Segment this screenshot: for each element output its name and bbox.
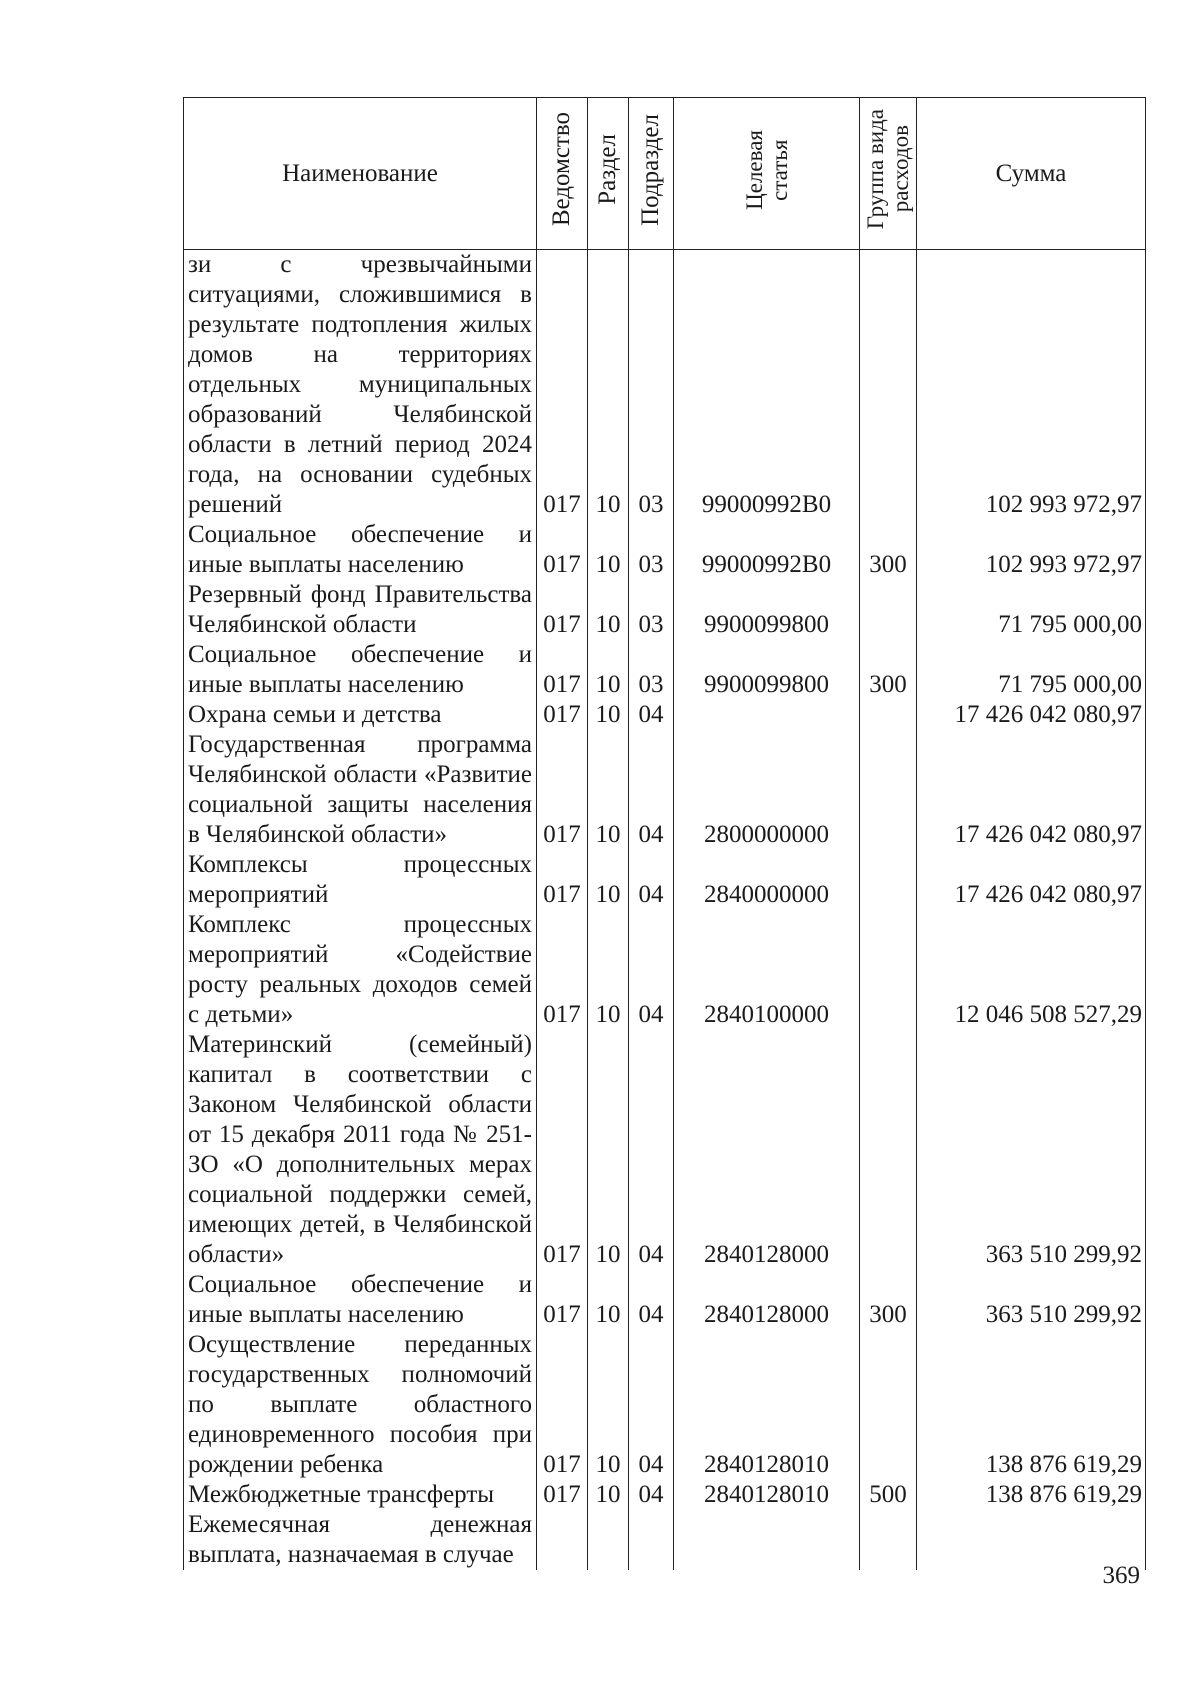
row-group bbox=[860, 250, 917, 521]
header-group-line1: Группа вида bbox=[863, 109, 888, 230]
page-number: 369 bbox=[1102, 1562, 1140, 1589]
header-group-line2: расходов bbox=[888, 125, 913, 214]
row-subsection: 04 bbox=[629, 730, 674, 850]
row-section: 10 bbox=[588, 250, 629, 521]
row-group bbox=[860, 1030, 917, 1270]
table-row bbox=[184, 910, 1146, 1030]
table-row bbox=[184, 580, 1146, 640]
row-sum: 17 426 042 080,97 bbox=[917, 730, 1146, 850]
header-group bbox=[860, 98, 917, 250]
row-department: 017 bbox=[537, 580, 588, 640]
row-section bbox=[588, 1510, 629, 1570]
table-row bbox=[184, 700, 1146, 730]
row-target: 9900099800 bbox=[674, 640, 860, 700]
row-group bbox=[860, 910, 917, 1030]
row-department: 017 bbox=[537, 1330, 588, 1480]
row-name: Материнский (семейный) капитал в соответствии с Законом Челябинской области от 15 декабря 2011 года № 251-ЗО «О дополнительных мерах социальной поддержки семей, имеющих детей, в Челябинской области» bbox=[184, 1030, 537, 1270]
row-target: 99000992В0 bbox=[674, 250, 860, 521]
row-name: Социальное обеспечение и иные выплаты населению bbox=[184, 640, 537, 700]
row-department: 017 bbox=[537, 1480, 588, 1510]
row-sum: 12 046 508 527,29 bbox=[917, 910, 1146, 1030]
row-name: зи с чрезвычайными ситуациями, сложившимися в результате подтопления жилых домов на территориях отдельных муниципальных образований Челябинской области в летний период 2024 года, на основании судебных решений bbox=[184, 250, 537, 521]
row-sum: 363 510 299,92 bbox=[917, 1030, 1146, 1270]
row-section: 10 bbox=[588, 730, 629, 850]
row-sum: 71 795 000,00 bbox=[917, 640, 1146, 700]
row-sum: 71 795 000,00 bbox=[917, 580, 1146, 640]
header-name bbox=[184, 98, 537, 250]
row-name: Осуществление переданных государственных полномочий по выплате областного единовременного пособия при рождении ребенка bbox=[184, 1330, 537, 1480]
table-row bbox=[184, 250, 1146, 521]
row-group: 300 bbox=[860, 1270, 917, 1330]
row-sum: 102 993 972,97 bbox=[917, 250, 1146, 521]
row-section: 10 bbox=[588, 910, 629, 1030]
row-section: 10 bbox=[588, 1270, 629, 1330]
table-row bbox=[184, 730, 1146, 850]
row-target: 2840100000 bbox=[674, 910, 860, 1030]
row-name: Ежемесячная денежная выплата, назначаемая в случае bbox=[184, 1510, 537, 1570]
row-subsection: 04 bbox=[629, 910, 674, 1030]
table-row bbox=[184, 640, 1146, 700]
row-subsection: 04 bbox=[629, 700, 674, 730]
table-row bbox=[184, 520, 1146, 580]
row-sum: 102 993 972,97 bbox=[917, 520, 1146, 580]
row-group bbox=[860, 850, 917, 910]
row-subsection: 03 bbox=[629, 520, 674, 580]
row-department: 017 bbox=[537, 640, 588, 700]
table-row bbox=[184, 1030, 1146, 1270]
row-target: 9900099800 bbox=[674, 580, 860, 640]
row-group bbox=[860, 1510, 917, 1570]
row-department: 017 bbox=[537, 910, 588, 1030]
table-header bbox=[184, 98, 1146, 250]
row-name: Резервный фонд Правительства Челябинской области bbox=[184, 580, 537, 640]
header-target-line2: статья bbox=[766, 138, 792, 201]
row-subsection: 03 bbox=[629, 580, 674, 640]
row-target: 99000992В0 bbox=[674, 520, 860, 580]
row-subsection: 04 bbox=[629, 850, 674, 910]
header-subsection bbox=[629, 98, 674, 250]
row-sum: 17 426 042 080,97 bbox=[917, 700, 1146, 730]
row-subsection bbox=[629, 1510, 674, 1570]
row-target bbox=[674, 700, 860, 730]
row-name: Комплекс процессных мероприятий «Содействие росту реальных доходов семей с детьми» bbox=[184, 910, 537, 1030]
header-department bbox=[537, 98, 588, 250]
row-sum: 363 510 299,92 bbox=[917, 1270, 1146, 1330]
row-group: 300 bbox=[860, 520, 917, 580]
row-department: 017 bbox=[537, 1270, 588, 1330]
header-sum-label: Сумма bbox=[995, 159, 1067, 187]
header-section-label: Раздел bbox=[594, 134, 621, 205]
table-row bbox=[184, 850, 1146, 910]
row-section: 10 bbox=[588, 850, 629, 910]
header-sum bbox=[917, 98, 1146, 250]
row-subsection: 03 bbox=[629, 640, 674, 700]
row-section: 10 bbox=[588, 580, 629, 640]
row-name: Охрана семьи и детства bbox=[184, 700, 537, 730]
row-section: 10 bbox=[588, 700, 629, 730]
row-target: 2840128010 bbox=[674, 1330, 860, 1480]
row-department: 017 bbox=[537, 700, 588, 730]
row-subsection: 03 bbox=[629, 250, 674, 521]
header-department-label: Ведомство bbox=[548, 112, 575, 227]
table-row bbox=[184, 1270, 1146, 1330]
row-target: 2840000000 bbox=[674, 850, 860, 910]
row-group bbox=[860, 580, 917, 640]
row-sum: 138 876 619,29 bbox=[917, 1330, 1146, 1480]
row-department: 017 bbox=[537, 850, 588, 910]
row-department: 017 bbox=[537, 250, 588, 521]
budget-table bbox=[183, 97, 1146, 1570]
row-group bbox=[860, 1330, 917, 1480]
row-department: 017 bbox=[537, 1030, 588, 1270]
row-sum: 17 426 042 080,97 bbox=[917, 850, 1146, 910]
row-sum: 138 876 619,29 bbox=[917, 1480, 1146, 1510]
row-target: 2840128000 bbox=[674, 1030, 860, 1270]
row-section: 10 bbox=[588, 1480, 629, 1510]
row-group: 300 bbox=[860, 640, 917, 700]
row-sum bbox=[917, 1510, 1146, 1570]
row-group bbox=[860, 730, 917, 850]
row-subsection: 04 bbox=[629, 1270, 674, 1330]
table-row bbox=[184, 1510, 1146, 1570]
row-target: 2840128000 bbox=[674, 1270, 860, 1330]
header-target-line1: Целевая bbox=[741, 129, 767, 210]
row-section: 10 bbox=[588, 520, 629, 580]
row-section: 10 bbox=[588, 640, 629, 700]
row-section: 10 bbox=[588, 1330, 629, 1480]
row-group: 500 bbox=[860, 1480, 917, 1510]
row-name: Государственная программа Челябинской области «Развитие социальной защиты населения в Челябинской области» bbox=[184, 730, 537, 850]
row-department bbox=[537, 1510, 588, 1570]
row-department: 017 bbox=[537, 730, 588, 850]
row-section: 10 bbox=[588, 1030, 629, 1270]
header-row bbox=[184, 98, 1146, 250]
table-body bbox=[184, 250, 1146, 1571]
header-group-label bbox=[863, 109, 913, 229]
row-name: Межбюджетные трансферты bbox=[184, 1480, 537, 1510]
row-group bbox=[860, 700, 917, 730]
row-target: 2840128010 bbox=[674, 1480, 860, 1510]
row-name: Комплексы процессных мероприятий bbox=[184, 850, 537, 910]
header-section bbox=[588, 98, 629, 250]
row-department: 017 bbox=[537, 520, 588, 580]
header-target bbox=[674, 98, 860, 250]
row-target: 2800000000 bbox=[674, 730, 860, 850]
row-target bbox=[674, 1510, 860, 1570]
row-subsection: 04 bbox=[629, 1480, 674, 1510]
header-name-label: Наименование bbox=[282, 159, 438, 187]
row-subsection: 04 bbox=[629, 1030, 674, 1270]
table-row bbox=[184, 1330, 1146, 1480]
row-name: Социальное обеспечение и иные выплаты населению bbox=[184, 1270, 537, 1330]
header-subsection-label: Подраздел bbox=[637, 113, 664, 226]
header-target-label bbox=[742, 130, 792, 210]
row-name: Социальное обеспечение и иные выплаты населению bbox=[184, 520, 537, 580]
table-row bbox=[184, 1480, 1146, 1510]
row-subsection: 04 bbox=[629, 1330, 674, 1480]
